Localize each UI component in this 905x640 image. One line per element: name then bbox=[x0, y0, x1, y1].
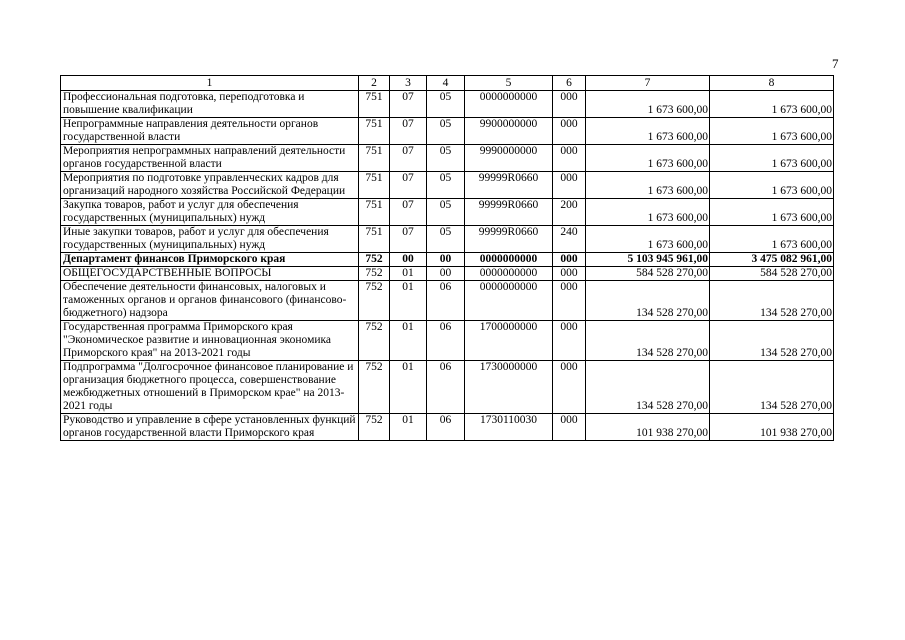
cell-amount-1: 1 673 600,00 bbox=[586, 172, 710, 199]
cell-expense-type: 200 bbox=[553, 199, 586, 226]
cell-amount-1: 1 673 600,00 bbox=[586, 91, 710, 118]
cell-subsection: 06 bbox=[427, 321, 465, 361]
cell-amount-1: 5 103 945 961,00 bbox=[586, 253, 710, 267]
cell-amount-2: 101 938 270,00 bbox=[710, 414, 834, 441]
cell-expense-type: 000 bbox=[553, 361, 586, 414]
table-row bbox=[61, 321, 834, 361]
cell-amount-2: 134 528 270,00 bbox=[710, 321, 834, 361]
cell-section: 00 bbox=[390, 253, 427, 267]
cell-subsection: 05 bbox=[427, 199, 465, 226]
cell-expense-type: 000 bbox=[553, 281, 586, 321]
row-name: Мероприятия по подготовке управленческих кадров для организаций народного хозяйства Российской Федерации bbox=[61, 172, 359, 199]
cell-amount-2: 134 528 270,00 bbox=[710, 361, 834, 414]
cell-admin-code: 752 bbox=[359, 253, 390, 267]
table-row bbox=[61, 226, 834, 253]
cell-target-article: 0000000000 bbox=[465, 91, 553, 118]
table-row bbox=[61, 253, 834, 267]
cell-amount-2: 1 673 600,00 bbox=[710, 172, 834, 199]
cell-subsection: 05 bbox=[427, 118, 465, 145]
cell-expense-type: 000 bbox=[553, 91, 586, 118]
table-row bbox=[61, 361, 834, 414]
cell-subsection: 05 bbox=[427, 226, 465, 253]
cell-amount-2: 1 673 600,00 bbox=[710, 91, 834, 118]
cell-expense-type: 000 bbox=[553, 414, 586, 441]
cell-target-article: 9990000000 bbox=[465, 145, 553, 172]
cell-target-article: 0000000000 bbox=[465, 281, 553, 321]
row-name: Подпрограмма "Долгосрочное финансовое планирование и организация бюджетного процесса, совершенствование межбюджетных отношений в Приморском крае" на 2013-2021 годы bbox=[61, 361, 359, 414]
row-name: Руководство и управление в сфере установленных функций органов государственной власти Приморского края bbox=[61, 414, 359, 441]
cell-amount-2: 1 673 600,00 bbox=[710, 199, 834, 226]
cell-amount-1: 134 528 270,00 bbox=[586, 361, 710, 414]
cell-section: 07 bbox=[390, 145, 427, 172]
cell-amount-1: 134 528 270,00 bbox=[586, 321, 710, 361]
cell-admin-code: 751 bbox=[359, 199, 390, 226]
cell-section: 01 bbox=[390, 361, 427, 414]
row-name: Обеспечение деятельности финансовых, налоговых и таможенных органов и органов финансового (финансово-бюджетного) надзора bbox=[61, 281, 359, 321]
header-cell: 2 bbox=[359, 76, 390, 91]
table-row bbox=[61, 267, 834, 281]
budget-table bbox=[60, 75, 834, 441]
cell-section: 07 bbox=[390, 118, 427, 145]
cell-amount-2: 3 475 082 961,00 bbox=[710, 253, 834, 267]
table-row bbox=[61, 414, 834, 441]
cell-amount-2: 1 673 600,00 bbox=[710, 118, 834, 145]
cell-amount-1: 101 938 270,00 bbox=[586, 414, 710, 441]
header-row bbox=[61, 76, 834, 91]
cell-amount-2: 1 673 600,00 bbox=[710, 226, 834, 253]
cell-section: 01 bbox=[390, 414, 427, 441]
cell-amount-1: 1 673 600,00 bbox=[586, 118, 710, 145]
cell-section: 01 bbox=[390, 321, 427, 361]
row-name: Закупка товаров, работ и услуг для обеспечения государственных (муниципальных) нужд bbox=[61, 199, 359, 226]
header-cell: 3 bbox=[390, 76, 427, 91]
table-row bbox=[61, 145, 834, 172]
row-name: Иные закупки товаров, работ и услуг для обеспечения государственных (муниципальных) нужд bbox=[61, 226, 359, 253]
cell-subsection: 06 bbox=[427, 414, 465, 441]
cell-section: 01 bbox=[390, 267, 427, 281]
header-cell: 7 bbox=[586, 76, 710, 91]
table-row bbox=[61, 172, 834, 199]
cell-admin-code: 752 bbox=[359, 281, 390, 321]
row-name: Мероприятия непрограммных направлений деятельности органов государственной власти bbox=[61, 145, 359, 172]
cell-expense-type: 240 bbox=[553, 226, 586, 253]
table-row bbox=[61, 281, 834, 321]
cell-admin-code: 752 bbox=[359, 321, 390, 361]
cell-subsection: 05 bbox=[427, 91, 465, 118]
header-cell: 8 bbox=[710, 76, 834, 91]
cell-admin-code: 751 bbox=[359, 91, 390, 118]
cell-subsection: 05 bbox=[427, 145, 465, 172]
cell-admin-code: 751 bbox=[359, 145, 390, 172]
cell-admin-code: 751 bbox=[359, 118, 390, 145]
cell-subsection: 00 bbox=[427, 253, 465, 267]
header-cell: 5 bbox=[465, 76, 553, 91]
cell-amount-1: 134 528 270,00 bbox=[586, 281, 710, 321]
cell-admin-code: 752 bbox=[359, 267, 390, 281]
row-name: Департамент финансов Приморского края bbox=[61, 253, 359, 267]
cell-section: 07 bbox=[390, 226, 427, 253]
header-cell: 6 bbox=[553, 76, 586, 91]
cell-amount-1: 1 673 600,00 bbox=[586, 226, 710, 253]
cell-target-article: 1730110030 bbox=[465, 414, 553, 441]
cell-amount-1: 584 528 270,00 bbox=[586, 267, 710, 281]
cell-subsection: 06 bbox=[427, 281, 465, 321]
row-name: Государственная программа Приморского края "Экономическое развитие и инновационная экономика Приморского края" на 2013-2021 годы bbox=[61, 321, 359, 361]
cell-expense-type: 000 bbox=[553, 321, 586, 361]
cell-subsection: 06 bbox=[427, 361, 465, 414]
cell-amount-2: 1 673 600,00 bbox=[710, 145, 834, 172]
cell-subsection: 00 bbox=[427, 267, 465, 281]
cell-section: 07 bbox=[390, 91, 427, 118]
cell-amount-1: 1 673 600,00 bbox=[586, 199, 710, 226]
cell-target-article: 99999R0660 bbox=[465, 199, 553, 226]
cell-section: 07 bbox=[390, 172, 427, 199]
cell-admin-code: 752 bbox=[359, 414, 390, 441]
header-cell: 1 bbox=[61, 76, 359, 91]
cell-expense-type: 000 bbox=[553, 253, 586, 267]
cell-expense-type: 000 bbox=[553, 172, 586, 199]
cell-admin-code: 752 bbox=[359, 361, 390, 414]
page-number: 7 bbox=[832, 56, 839, 71]
cell-expense-type: 000 bbox=[553, 118, 586, 145]
cell-amount-1: 1 673 600,00 bbox=[586, 145, 710, 172]
table-body bbox=[61, 76, 834, 441]
cell-target-article: 1730000000 bbox=[465, 361, 553, 414]
cell-section: 07 bbox=[390, 199, 427, 226]
cell-target-article: 9900000000 bbox=[465, 118, 553, 145]
row-name: Непрограммные направления деятельности органов государственной власти bbox=[61, 118, 359, 145]
cell-admin-code: 751 bbox=[359, 226, 390, 253]
cell-amount-2: 134 528 270,00 bbox=[710, 281, 834, 321]
cell-amount-2: 584 528 270,00 bbox=[710, 267, 834, 281]
table-row bbox=[61, 118, 834, 145]
row-name: ОБЩЕГОСУДАРСТВЕННЫЕ ВОПРОСЫ bbox=[61, 267, 359, 281]
row-name: Профессиональная подготовка, переподготовка и повышение квалификации bbox=[61, 91, 359, 118]
cell-section: 01 bbox=[390, 281, 427, 321]
table-row bbox=[61, 91, 834, 118]
cell-target-article: 99999R0660 bbox=[465, 172, 553, 199]
table-row bbox=[61, 199, 834, 226]
cell-target-article: 1700000000 bbox=[465, 321, 553, 361]
cell-subsection: 05 bbox=[427, 172, 465, 199]
cell-admin-code: 751 bbox=[359, 172, 390, 199]
cell-expense-type: 000 bbox=[553, 267, 586, 281]
header-cell: 4 bbox=[427, 76, 465, 91]
cell-target-article: 99999R0660 bbox=[465, 226, 553, 253]
cell-expense-type: 000 bbox=[553, 145, 586, 172]
cell-target-article: 0000000000 bbox=[465, 253, 553, 267]
cell-target-article: 0000000000 bbox=[465, 267, 553, 281]
